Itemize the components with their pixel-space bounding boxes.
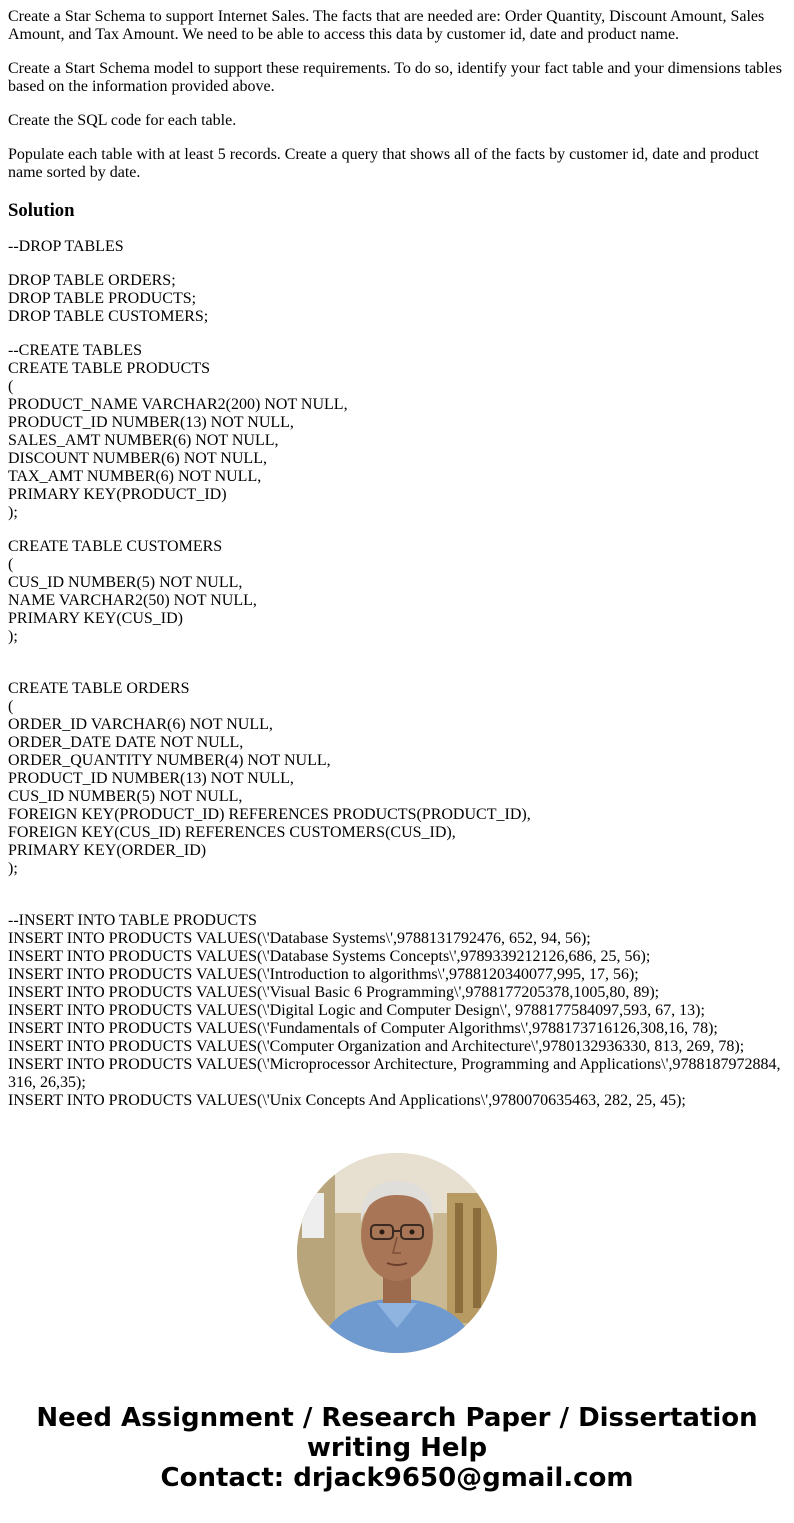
footer-contact: Contact: drjack9650@gmail.com bbox=[160, 1463, 634, 1493]
question-paragraph-4: Populate each table with at least 5 records. Create a query that shows all of the facts by customer id, date and product name sorted by date. bbox=[8, 146, 759, 181]
code-line: PRODUCT_ID NUMBER(13) NOT NULL, bbox=[8, 414, 294, 431]
create-orders-block bbox=[8, 680, 786, 896]
question-paragraph-3: Create the SQL code for each table. bbox=[8, 112, 237, 129]
code-line: ); bbox=[8, 504, 18, 521]
code-line: INSERT INTO PRODUCTS VALUES(\'Microprocessor Architecture, Programming and Applications\',9788187972884, 316, 26,35); bbox=[8, 1056, 781, 1091]
drop-comment-block bbox=[8, 238, 786, 256]
code-line: ); bbox=[8, 628, 18, 645]
code-line: SALES_AMT NUMBER(6) NOT NULL, bbox=[8, 432, 279, 449]
tutor-avatar bbox=[297, 1153, 497, 1353]
question-paragraph-1: Create a Star Schema to support Internet Sales. The facts that are needed are: Order Quantity, Discount Amount, Sales Amount, and Tax Amount. We need to be able to access this data by customer id, date and product name. bbox=[8, 8, 765, 43]
create-products-block bbox=[8, 342, 786, 522]
drop-tables-block bbox=[8, 272, 786, 326]
code-line: INSERT INTO PRODUCTS VALUES(\'Database Systems Concepts\',9789339212126,686, 25, 56); bbox=[8, 948, 651, 965]
code-line: ORDER_QUANTITY NUMBER(4) NOT NULL, bbox=[8, 752, 331, 769]
code-line: INSERT INTO PRODUCTS VALUES(\'Visual Basic 6 Programming\',9788177205378,1005,80, 89); bbox=[8, 984, 660, 1001]
blank-line bbox=[8, 646, 786, 664]
code-line: FOREIGN KEY(PRODUCT_ID) REFERENCES PRODUCTS(PRODUCT_ID), bbox=[8, 806, 531, 823]
code-line: ); bbox=[8, 860, 18, 877]
code-line: ( bbox=[8, 698, 14, 715]
create-customers-block bbox=[8, 538, 786, 664]
code-line: PRIMARY KEY(ORDER_ID) bbox=[8, 842, 207, 859]
code-line: DISCOUNT NUMBER(6) NOT NULL, bbox=[8, 450, 267, 467]
code-line: ( bbox=[8, 556, 14, 573]
code-line: FOREIGN KEY(CUS_ID) REFERENCES CUSTOMERS(CUS_ID), bbox=[8, 824, 456, 841]
code-line: CUS_ID NUMBER(5) NOT NULL, bbox=[8, 574, 243, 591]
code-line: --INSERT INTO TABLE PRODUCTS bbox=[8, 912, 257, 929]
code-line: INSERT INTO PRODUCTS VALUES(\'Fundamentals of Computer Algorithms\',9788173716126,308,16, 78); bbox=[8, 1020, 718, 1037]
insert-products-block bbox=[8, 912, 786, 1110]
code-line: ( bbox=[8, 378, 14, 395]
code-line: PRIMARY KEY(PRODUCT_ID) bbox=[8, 486, 227, 503]
code-line: CREATE TABLE ORDERS bbox=[8, 680, 190, 697]
avatar-photo-illustration bbox=[297, 1153, 497, 1353]
code-line: INSERT INTO PRODUCTS VALUES(\'Unix Concepts And Applications\',9780070635463, 282, 25, 45); bbox=[8, 1092, 686, 1109]
code-line: ORDER_ID VARCHAR(6) NOT NULL, bbox=[8, 716, 273, 733]
code-line: INSERT INTO PRODUCTS VALUES(\'Computer Organization and Architecture\',9780132936330, 813, 269, 78); bbox=[8, 1038, 745, 1055]
question-paragraph-2: Create a Start Schema model to support these requirements. To do so, identify your fact table and your dimensions tables based on the information provided above. bbox=[8, 60, 782, 95]
code-line: PRODUCT_ID NUMBER(13) NOT NULL, bbox=[8, 770, 294, 787]
code-line: PRIMARY KEY(CUS_ID) bbox=[8, 610, 183, 627]
document-content bbox=[8, 8, 786, 1126]
code-line: CREATE TABLE PRODUCTS bbox=[8, 360, 210, 377]
code-line: INSERT INTO PRODUCTS VALUES(\'Introduction to algorithms\',9788120340077,995, 17, 56); bbox=[8, 966, 639, 983]
code-line: CUS_ID NUMBER(5) NOT NULL, bbox=[8, 788, 243, 805]
code-line: --CREATE TABLES bbox=[8, 342, 142, 359]
code-line: PRODUCT_NAME VARCHAR2(200) NOT NULL, bbox=[8, 396, 348, 413]
code-line: --DROP TABLES bbox=[8, 238, 124, 255]
code-line: INSERT INTO PRODUCTS VALUES(\'Database Systems\',9788131792476, 652, 94, 56); bbox=[8, 930, 591, 947]
solution-heading: Solution bbox=[8, 200, 75, 221]
footer-line-2: writing Help bbox=[306, 1433, 488, 1463]
code-line: TAX_AMT NUMBER(6) NOT NULL, bbox=[8, 468, 262, 485]
code-line: INSERT INTO PRODUCTS VALUES(\'Digital Logic and Computer Design\', 9788177584097,593, 67, 13); bbox=[8, 1002, 705, 1019]
blank-line bbox=[8, 878, 786, 896]
footer-line-1: Need Assignment / Research Paper / Dissertation bbox=[36, 1403, 758, 1433]
code-line: DROP TABLE CUSTOMERS; bbox=[8, 308, 209, 325]
code-line: CREATE TABLE CUSTOMERS bbox=[8, 538, 223, 555]
code-line: DROP TABLE ORDERS; bbox=[8, 272, 176, 289]
code-line: ORDER_DATE DATE NOT NULL, bbox=[8, 734, 244, 751]
code-line: DROP TABLE PRODUCTS; bbox=[8, 290, 197, 307]
footer-advert bbox=[0, 1403, 794, 1493]
code-line: NAME VARCHAR2(50) NOT NULL, bbox=[8, 592, 257, 609]
